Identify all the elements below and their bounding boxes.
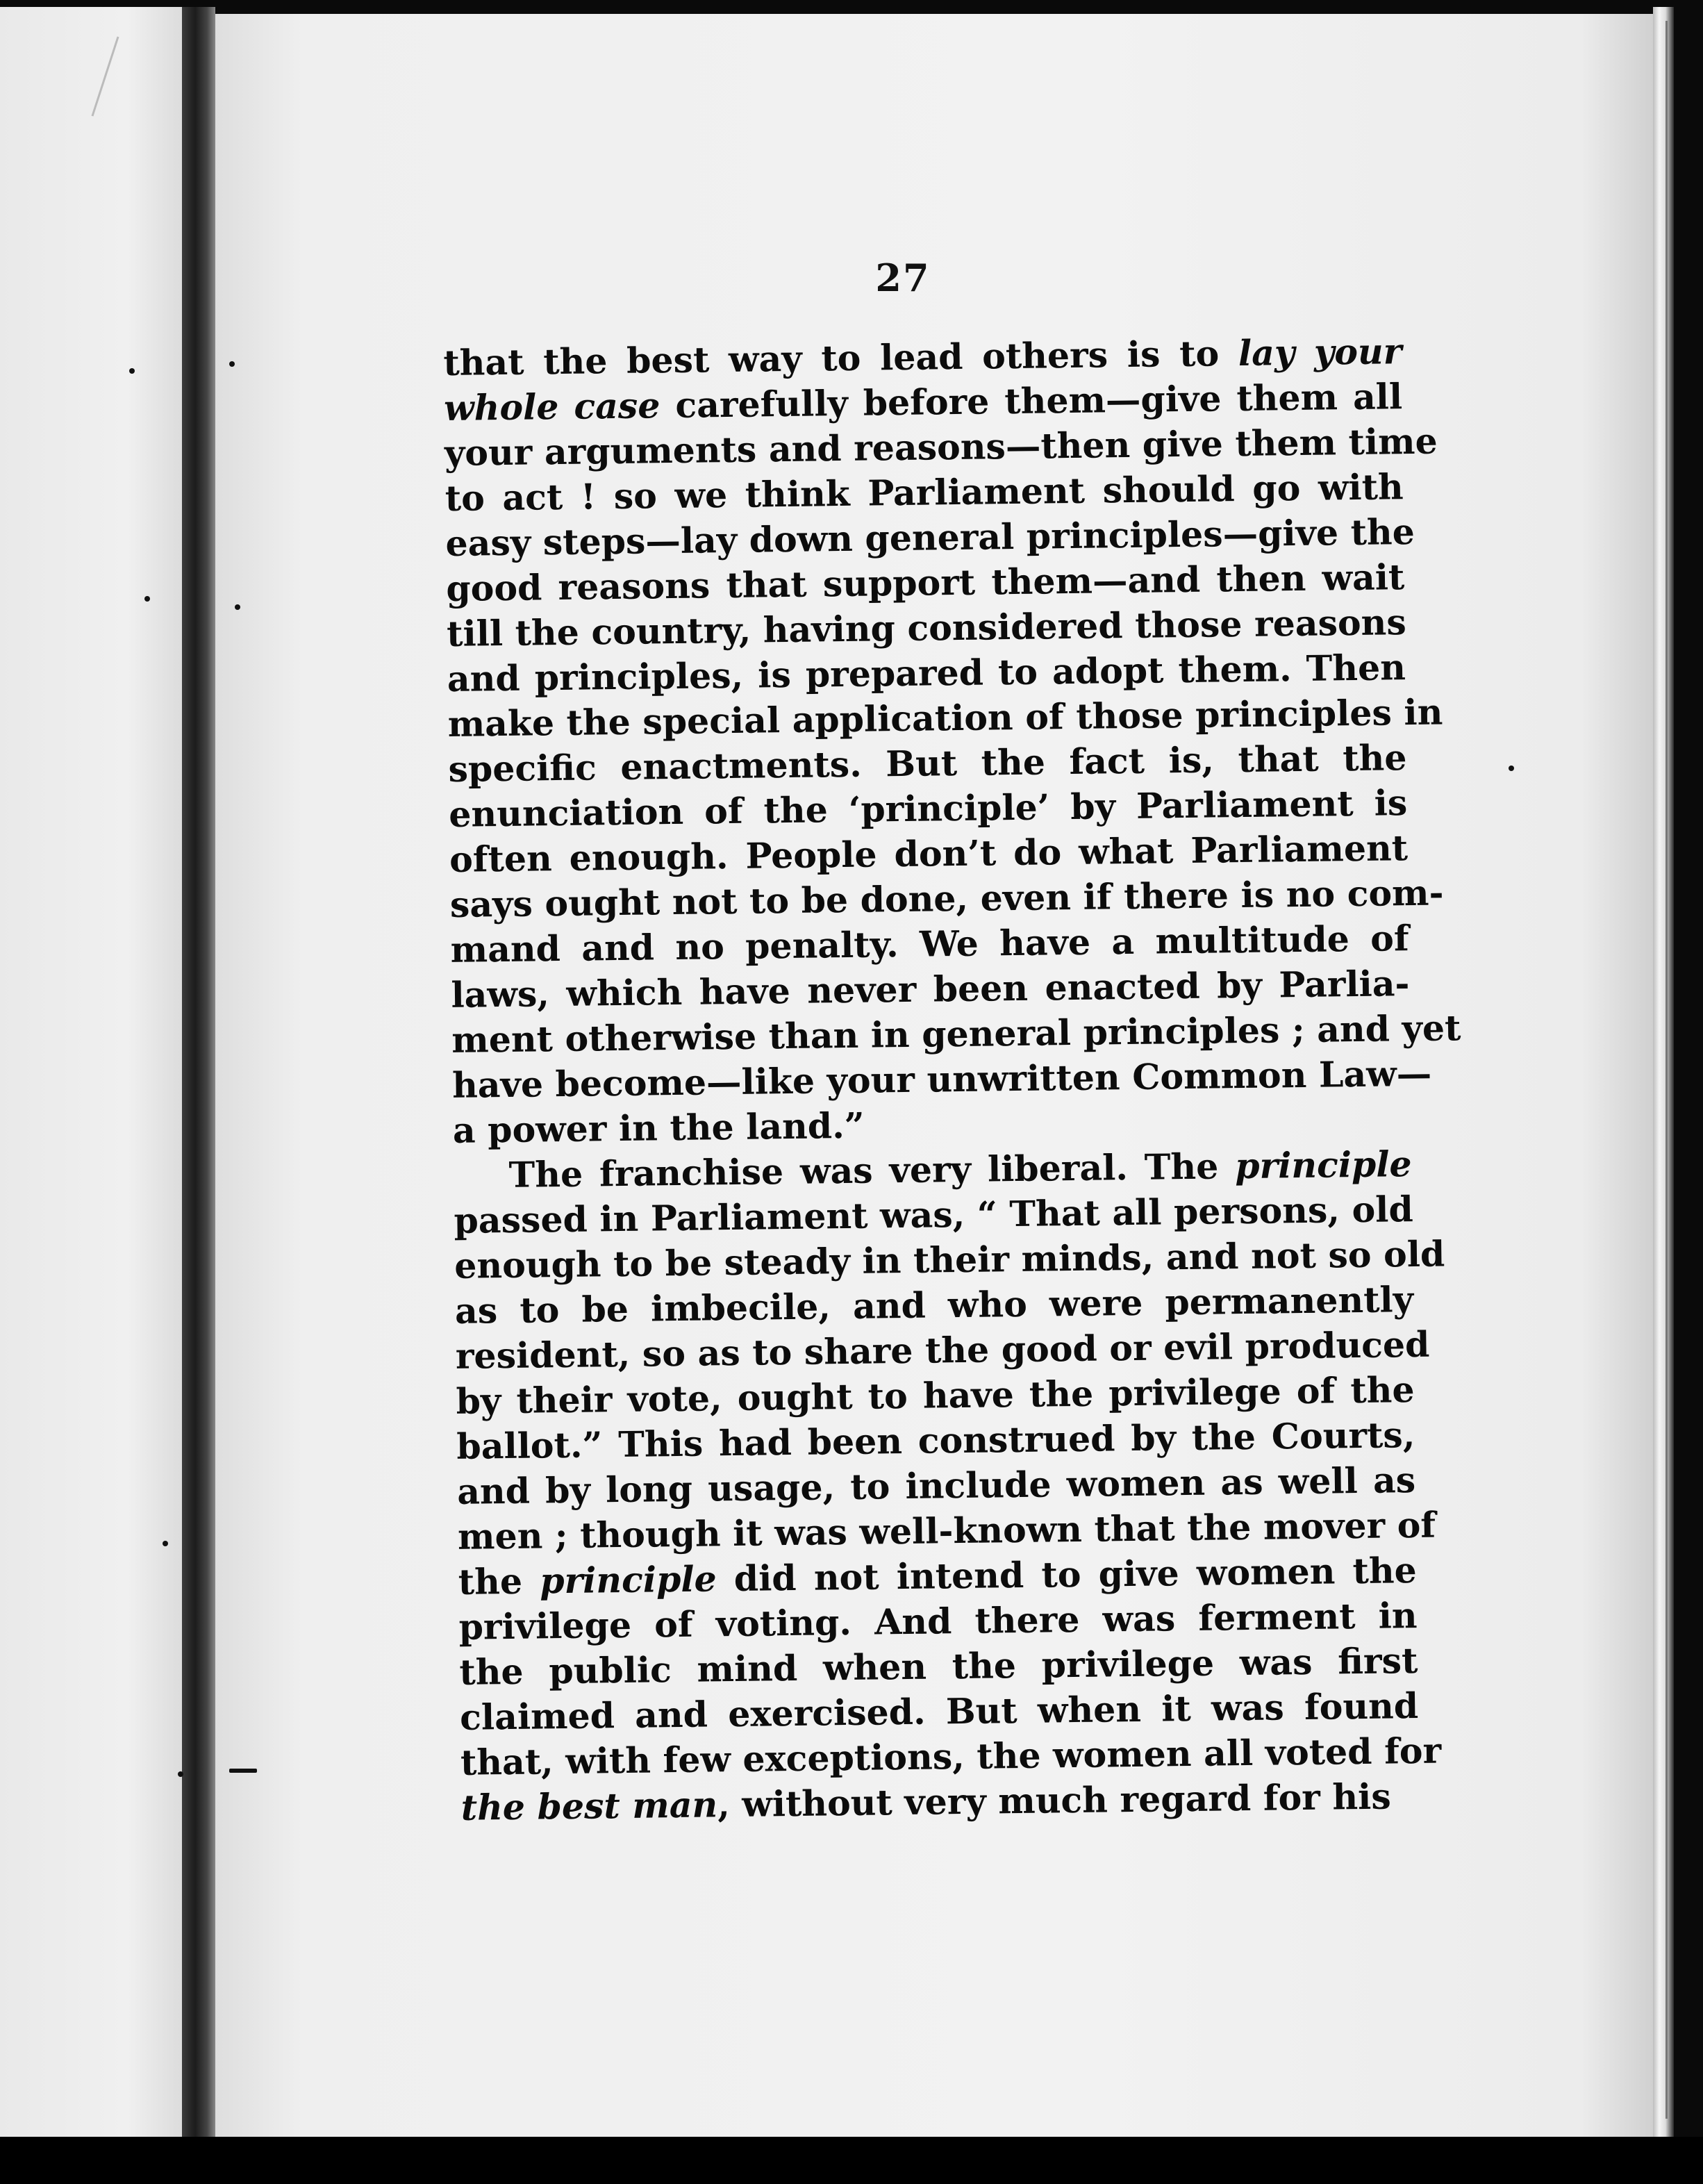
text-run: by their vote, ought to have the privilege of the — [456, 1369, 1415, 1422]
text-run: ment otherwise than in general principles ; and yet — [451, 1007, 1461, 1061]
italic-text: principle — [1234, 1143, 1412, 1187]
speck — [129, 368, 135, 374]
text-run: a power in the land.” — [452, 1105, 865, 1151]
italic-text: lay your — [1238, 331, 1402, 374]
text-run: have become—like your unwritten Common Law— — [451, 1052, 1432, 1106]
text-run: good reasons that support them—and then wait — [446, 556, 1405, 609]
book-gutter — [182, 7, 215, 2137]
text-run: ballot.” This had been construed by the Courts, — [456, 1414, 1415, 1467]
page-crease — [92, 36, 119, 116]
text-run: The franchise was very liberal. The — [508, 1145, 1236, 1196]
text-run: and by long usage, to include women as well as — [456, 1459, 1416, 1512]
text-run: carefully before them—give them all — [660, 376, 1403, 427]
text-run: , without very much regard for his — [717, 1776, 1392, 1826]
speck — [1509, 766, 1514, 771]
paragraph-2 — [453, 1141, 1445, 1830]
page-edge-line — [1665, 21, 1668, 2119]
speck — [235, 604, 240, 610]
text-run: as to be imbecile, and who were permanently — [454, 1279, 1414, 1332]
text-run: specific enactments. But the fact is, that the — [448, 737, 1407, 790]
page-number: 27 — [875, 256, 931, 300]
speck — [144, 596, 150, 602]
text-run: did not intend to give women the — [716, 1550, 1418, 1600]
text-run: and principles, is prepared to adopt them. Then — [447, 647, 1406, 700]
text-run: enough to be steady in their minds, and not so old — [454, 1233, 1445, 1287]
scan-bottom-border — [0, 2137, 1703, 2184]
facing-page-edge — [0, 7, 182, 2137]
text-run: says ought not to be done, even if there is no com- — [449, 872, 1444, 925]
text-run: privilege of voting. And there was ferment in — [458, 1595, 1418, 1648]
text-run: to act ! so we think Parliament should go with — [445, 466, 1404, 519]
text-run: the — [458, 1560, 540, 1603]
text-run: passed in Parliament was, “ That all persons, old — [454, 1189, 1414, 1241]
speck — [163, 1541, 168, 1546]
italic-text: the best man — [460, 1784, 718, 1828]
text-run: that the best way to lead others is to — [443, 333, 1239, 383]
text-run: your arguments and reasons—then give them time — [444, 420, 1438, 474]
text-run: resident, so as to share the good or evil produced — [455, 1323, 1430, 1377]
italic-text: principle — [539, 1558, 717, 1602]
text-run: often enough. People don’t do what Parliament — [449, 827, 1409, 880]
page-right-edge — [1653, 7, 1674, 2137]
body-text — [443, 329, 1461, 1830]
speck — [229, 361, 235, 367]
text-run: make the special application of those principles in — [447, 691, 1443, 745]
speck — [178, 1771, 183, 1777]
text-run: till the country, having considered those reasons — [446, 602, 1407, 654]
text-run: easy steps—lay down general principles—give the — [445, 511, 1415, 564]
text-run: laws, which have never been enacted by Parlia- — [451, 963, 1410, 1016]
text-run: enunciation of the ‘principle’ by Parliament is — [448, 782, 1408, 835]
text-run: claimed and exercised. But when it was found — [459, 1685, 1419, 1738]
text-run: mand and no penalty. We have a multitude of — [450, 918, 1409, 970]
text-run: that, with few exceptions, the women all voted for — [460, 1730, 1442, 1783]
text-run: the public mind when the privilege was first — [459, 1639, 1418, 1693]
text-run: men ; though it was well-known that the mover of — [457, 1504, 1436, 1557]
paragraph-1 — [443, 329, 1461, 1153]
speck — [229, 1769, 257, 1773]
italic-text: whole case — [443, 385, 661, 429]
